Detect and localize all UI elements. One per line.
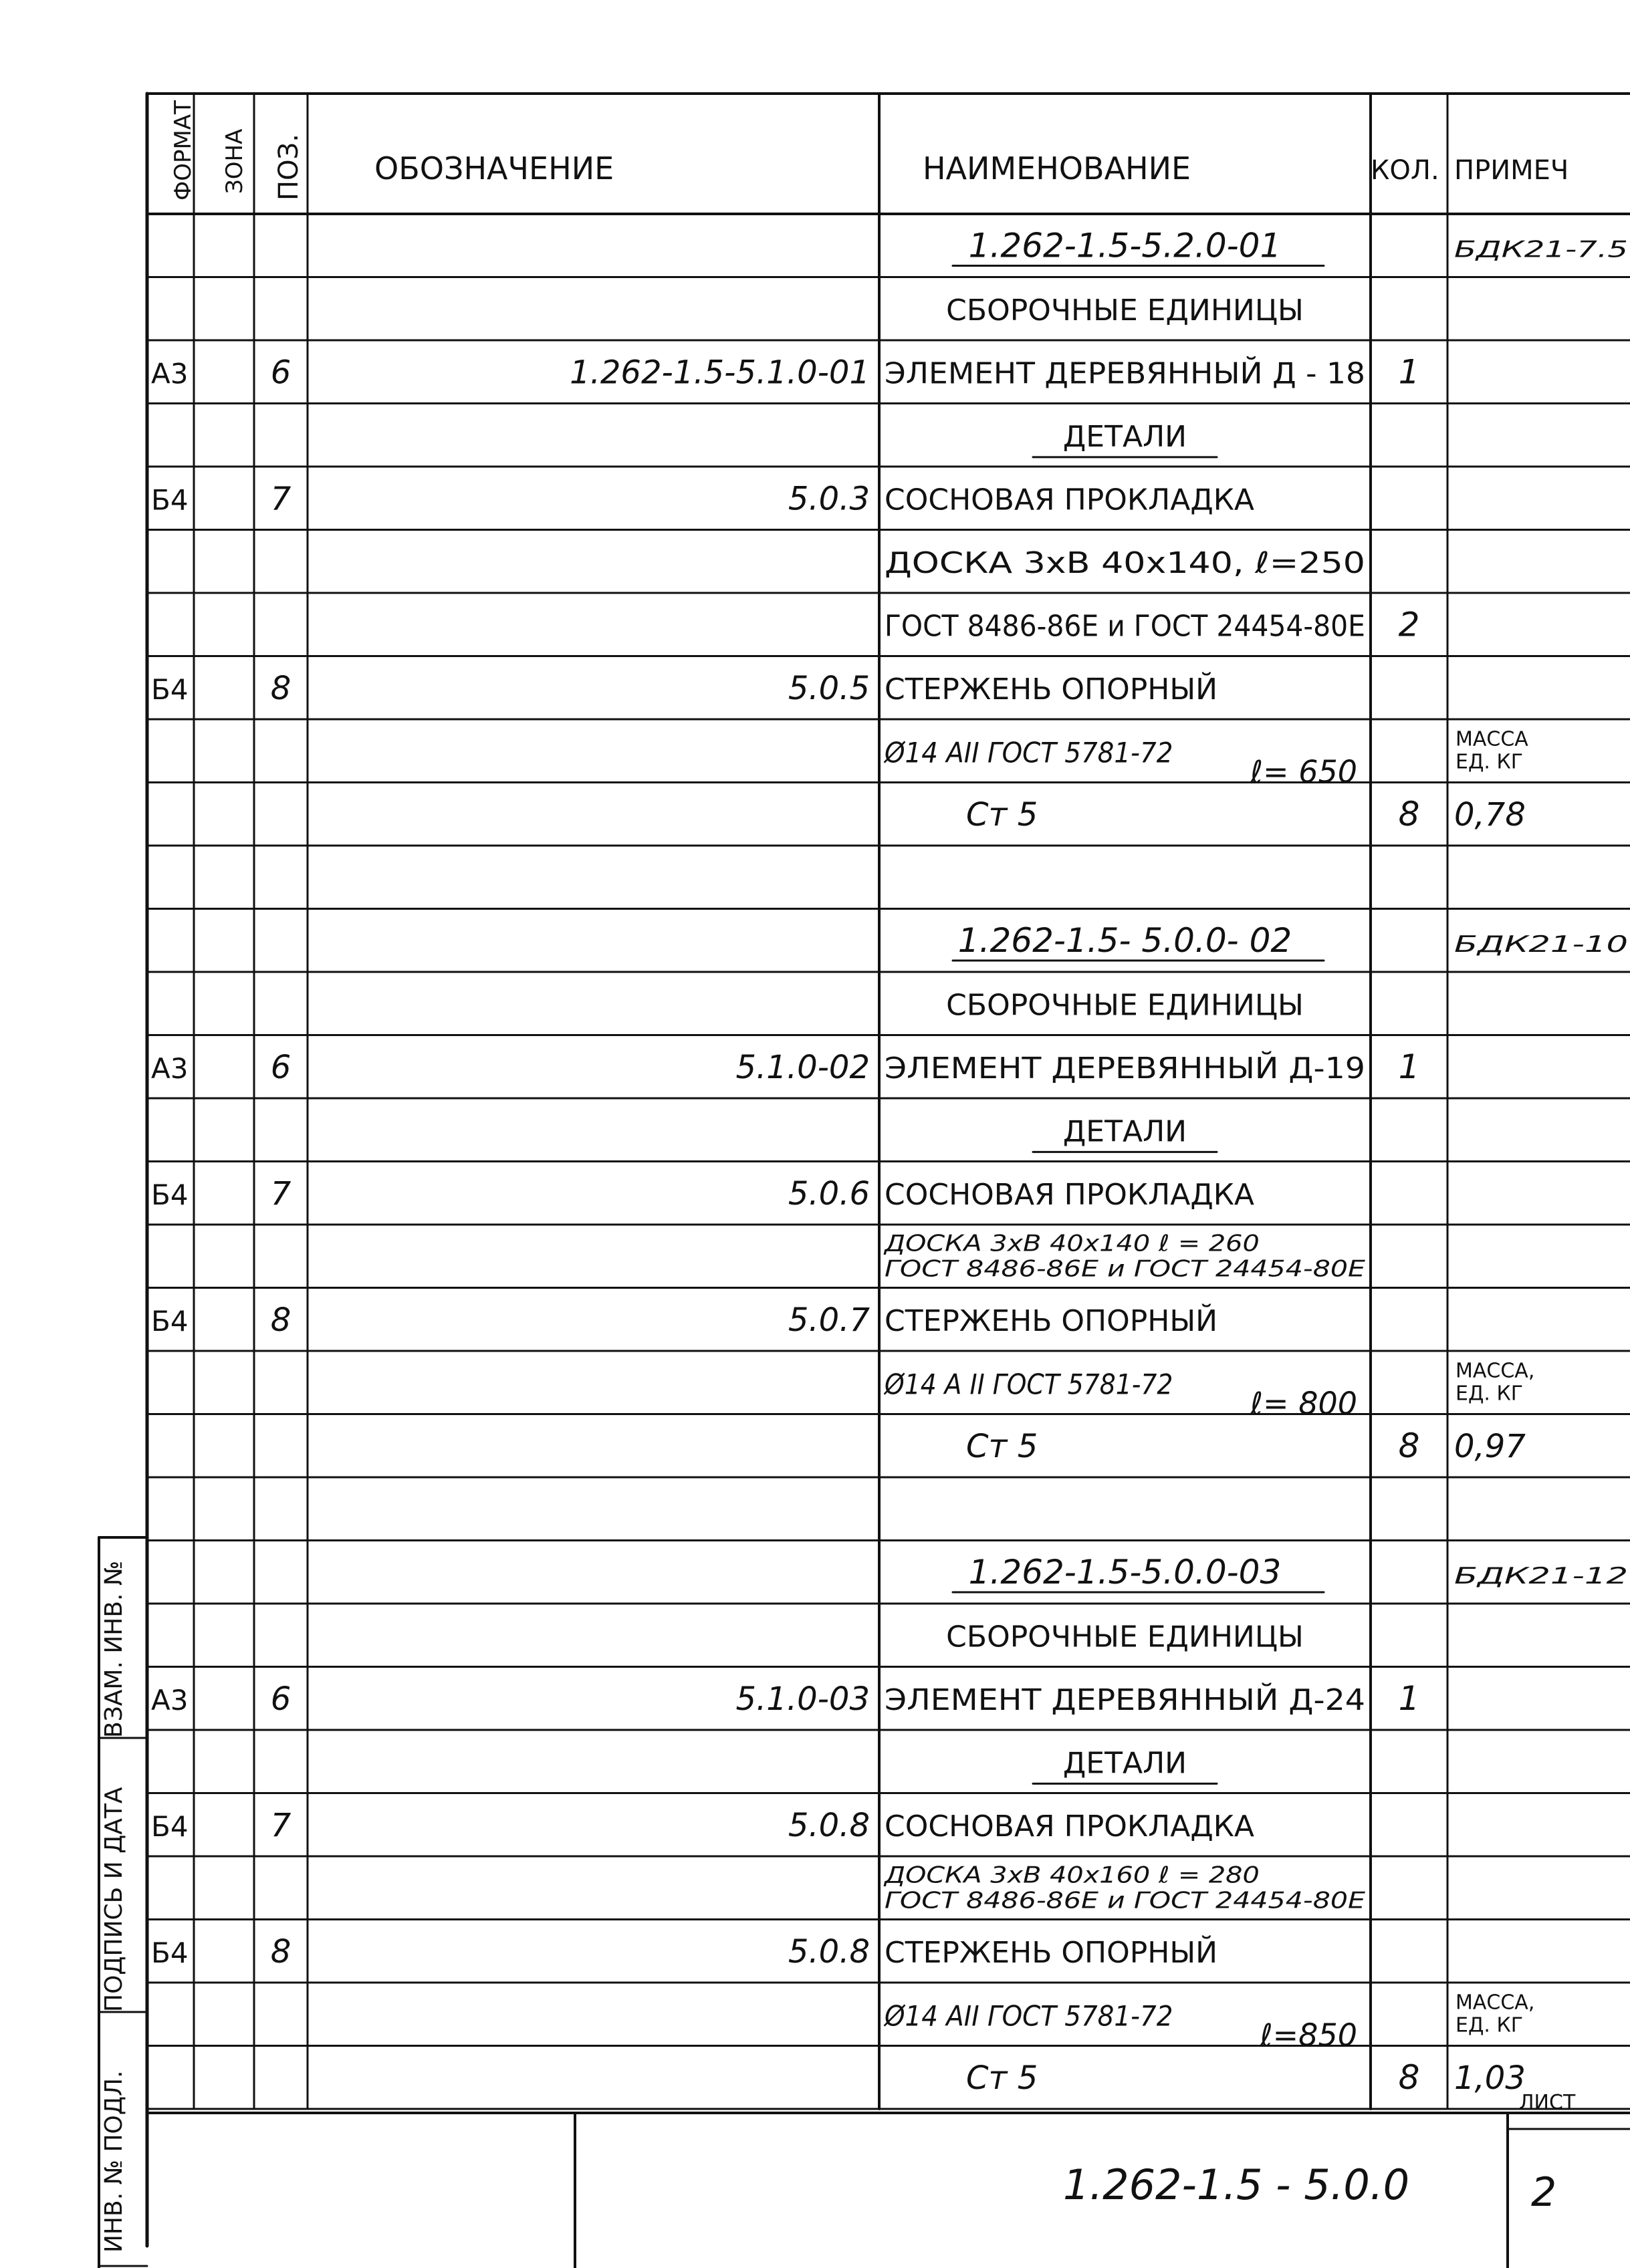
- table-row: [885, 605, 1419, 644]
- spec-title: 1.262-1.5-5.0.0-03: [968, 1552, 1282, 1592]
- designation-cell: 5.1.0-03: [735, 1680, 870, 1718]
- table-row: [966, 1426, 1526, 1465]
- designation-cell: 5.0.8: [788, 1932, 870, 1971]
- note-cell: БДК21-10: [1454, 930, 1628, 958]
- header-format: ФОРМАТ: [170, 100, 197, 201]
- name-cell: СОСНОВАЯ ПРОКЛАДКА: [885, 483, 1255, 517]
- position-cell: 6: [270, 354, 292, 392]
- table-row: [151, 1933, 1217, 1971]
- quantity-cell: 1: [1398, 1678, 1420, 1718]
- name-cell: ЭЛЕМЕНТ ДЕРЕВЯННЫЙ Д - 18: [885, 356, 1349, 391]
- name-cell: СТЕРЖЕНЬ ОПОРНЫЙ: [885, 1935, 1218, 1970]
- section-heading: ДЕТАЛИ: [1062, 419, 1187, 454]
- position-cell: 8: [270, 1932, 292, 1971]
- designation-cell: 1.262-1.5-5.1.0-01: [570, 354, 870, 392]
- designation-cell: 5.0.5: [788, 669, 870, 707]
- table-row: [969, 226, 1628, 265]
- note-cell: МАССА: [1456, 727, 1528, 751]
- quantity-cell: 8: [1398, 794, 1420, 834]
- stamp-sign-date: ПОДПИСЬ И ДАТА: [100, 1787, 128, 2012]
- position-cell: 8: [270, 1301, 292, 1339]
- name-cell-line1: ДОСКА 3хВ 40х160 ℓ = 280: [883, 1862, 1260, 1889]
- format-cell: А3: [151, 1683, 189, 1717]
- quantity-cell: 2: [1398, 605, 1420, 644]
- table-row: [883, 1231, 1366, 1283]
- note-cell: МАССА,: [1456, 1359, 1535, 1383]
- table-row: [946, 293, 1304, 328]
- position-cell: 6: [270, 1680, 292, 1718]
- material-cell: Ст 5: [966, 795, 1038, 834]
- section-heading: ДЕТАЛИ: [1062, 1746, 1187, 1781]
- stamp-inv-replace: ВЗАМ. ИНВ. №: [100, 1560, 128, 1738]
- document-code: 1.262-1.5 - 5.0.0: [1063, 2160, 1410, 2209]
- table-row: [946, 1620, 1304, 1654]
- name-cell: СОСНОВАЯ ПРОКЛАДКА: [885, 1177, 1255, 1212]
- note-cell: 1,03: [1454, 2059, 1526, 2097]
- stamp-inv-orig: ИНВ. № ПОДЛ.: [100, 2070, 128, 2253]
- quantity-cell: 8: [1398, 2057, 1420, 2097]
- position-cell: 6: [270, 1048, 292, 1086]
- table-row: [946, 988, 1304, 1022]
- table-row: [1063, 1746, 1187, 1780]
- name-cell: Ø14 А II ГОСТ 5781-72: [883, 1368, 1173, 1401]
- side-stamp: [100, 1561, 128, 2253]
- header-designation: ОБОЗНАЧЕНИЕ: [374, 150, 614, 186]
- quantity-cell: 8: [1398, 1426, 1420, 1465]
- format-cell: Б4: [151, 1304, 189, 1338]
- note-cell: ЕД. КГ: [1456, 750, 1524, 774]
- table-row: [151, 1047, 1419, 1086]
- position-cell: 7: [270, 1174, 292, 1213]
- designation-cell: 5.0.7: [788, 1301, 870, 1339]
- designation-cell: 5.0.8: [788, 1806, 870, 1844]
- format-cell: Б4: [151, 1936, 189, 1969]
- table-row: [966, 2058, 1526, 2097]
- name-cell: СОСНОВАЯ ПРОКЛАДКА: [885, 1809, 1255, 1844]
- length-cell: ℓ=850: [1260, 2017, 1357, 2053]
- sheet-number: 2: [1531, 2169, 1557, 2216]
- name-cell-line1: ДОСКА 3хВ 40х140 ℓ = 260: [883, 1230, 1260, 1257]
- designation-cell: 5.0.6: [788, 1174, 870, 1213]
- position-cell: 7: [270, 480, 292, 518]
- table-row: [1063, 420, 1187, 454]
- position-cell: 7: [270, 1806, 292, 1844]
- format-cell: А3: [151, 1051, 189, 1085]
- format-cell: Б4: [151, 1178, 189, 1211]
- note-cell: БДК21-12: [1454, 1562, 1628, 1590]
- spec-title: 1.262-1.5-5.2.0-01: [968, 226, 1282, 265]
- note-cell: 0,78: [1454, 795, 1526, 834]
- designation-cell: 5.1.0-02: [735, 1048, 870, 1086]
- name-cell: СТЕРЖЕНЬ ОПОРНЫЙ: [885, 1303, 1218, 1338]
- name-cell: ЭЛЕМЕНТ ДЕРЕВЯННЫЙ Д-24: [885, 1682, 1330, 1717]
- note-cell: МАССА,: [1456, 1991, 1535, 2015]
- section-heading: СБОРОЧНЫЕ ЕДИНИЦЫ: [946, 1620, 1304, 1654]
- section-heading: СБОРОЧНЫЕ ЕДИНИЦЫ: [946, 988, 1304, 1023]
- table-row: [883, 728, 1528, 790]
- quantity-cell: 1: [1398, 352, 1420, 392]
- name-cell-line2: ГОСТ 8486-86Е и ГОСТ 24454-80Е: [885, 1255, 1366, 1283]
- header-name: НАИМЕНОВАНИЕ: [923, 150, 1191, 186]
- position-cell: 8: [270, 669, 292, 707]
- name-cell-line2: ГОСТ 8486-86Е и ГОСТ 24454-80Е: [885, 1887, 1366, 1914]
- name-cell: СТЕРЖЕНЬ ОПОРНЫЙ: [885, 672, 1218, 707]
- designation-cell: 5.0.3: [788, 480, 870, 518]
- format-cell: Б4: [151, 483, 189, 517]
- note-cell: БДК21-7.5: [1454, 236, 1628, 263]
- table-row: [966, 795, 1526, 834]
- table-row: [883, 1360, 1534, 1422]
- table-row: [969, 1553, 1628, 1592]
- name-cell: ЭЛЕМЕНТ ДЕРЕВЯННЫЙ Д-19: [885, 1051, 1330, 1086]
- header-zone: ЗОНА: [221, 128, 248, 194]
- name-cell: Ø14 АII ГОСТ 5781-72: [883, 736, 1173, 769]
- table-header: [170, 100, 1568, 201]
- header-note: ПРИМЕЧ: [1454, 155, 1569, 186]
- section-heading: ДЕТАЛИ: [1062, 1114, 1187, 1149]
- sheet-label: ЛИСТ: [1519, 2091, 1576, 2114]
- name-cell: ГОСТ 8486-86Е и ГОСТ 24454-80Е: [885, 609, 1365, 644]
- table-row: [151, 1175, 1254, 1213]
- table-row: [151, 352, 1419, 391]
- quantity-cell: 1: [1398, 1047, 1420, 1086]
- note-cell: ЕД. КГ: [1456, 2013, 1524, 2037]
- spec-title: 1.262-1.5- 5.0.0- 02: [957, 920, 1292, 960]
- table-row: [151, 480, 1254, 517]
- table-row: [958, 921, 1628, 960]
- table-row: [1063, 1114, 1187, 1148]
- section-heading: СБОРОЧНЫЕ ЕДИНИЦЫ: [946, 293, 1304, 328]
- table-row: [151, 670, 1217, 707]
- note-cell: ЕД. КГ: [1456, 1382, 1524, 1406]
- note-cell: 0,97: [1454, 1427, 1526, 1465]
- length-cell: ℓ= 800: [1250, 1385, 1357, 1422]
- table-row: [883, 1991, 1534, 2053]
- header-qty: КОЛ.: [1371, 155, 1439, 186]
- table-row: [151, 1679, 1419, 1718]
- length-cell: ℓ= 650: [1250, 753, 1357, 790]
- table-row: [151, 1301, 1217, 1339]
- material-cell: Ст 5: [966, 1427, 1038, 1465]
- header-pos: ПОЗ.: [273, 134, 304, 201]
- format-cell: А3: [151, 357, 189, 390]
- table-row: [151, 1807, 1254, 1844]
- name-cell: Ø14 АII ГОСТ 5781-72: [883, 1999, 1173, 2033]
- format-cell: Б4: [151, 1809, 189, 1843]
- format-cell: Б4: [151, 672, 189, 706]
- material-cell: Ст 5: [966, 2059, 1038, 2097]
- table-row: [883, 1862, 1366, 1914]
- table-row: [885, 546, 1365, 580]
- name-cell: ДОСКА 3хВ 40х140, ℓ=250: [885, 545, 1365, 580]
